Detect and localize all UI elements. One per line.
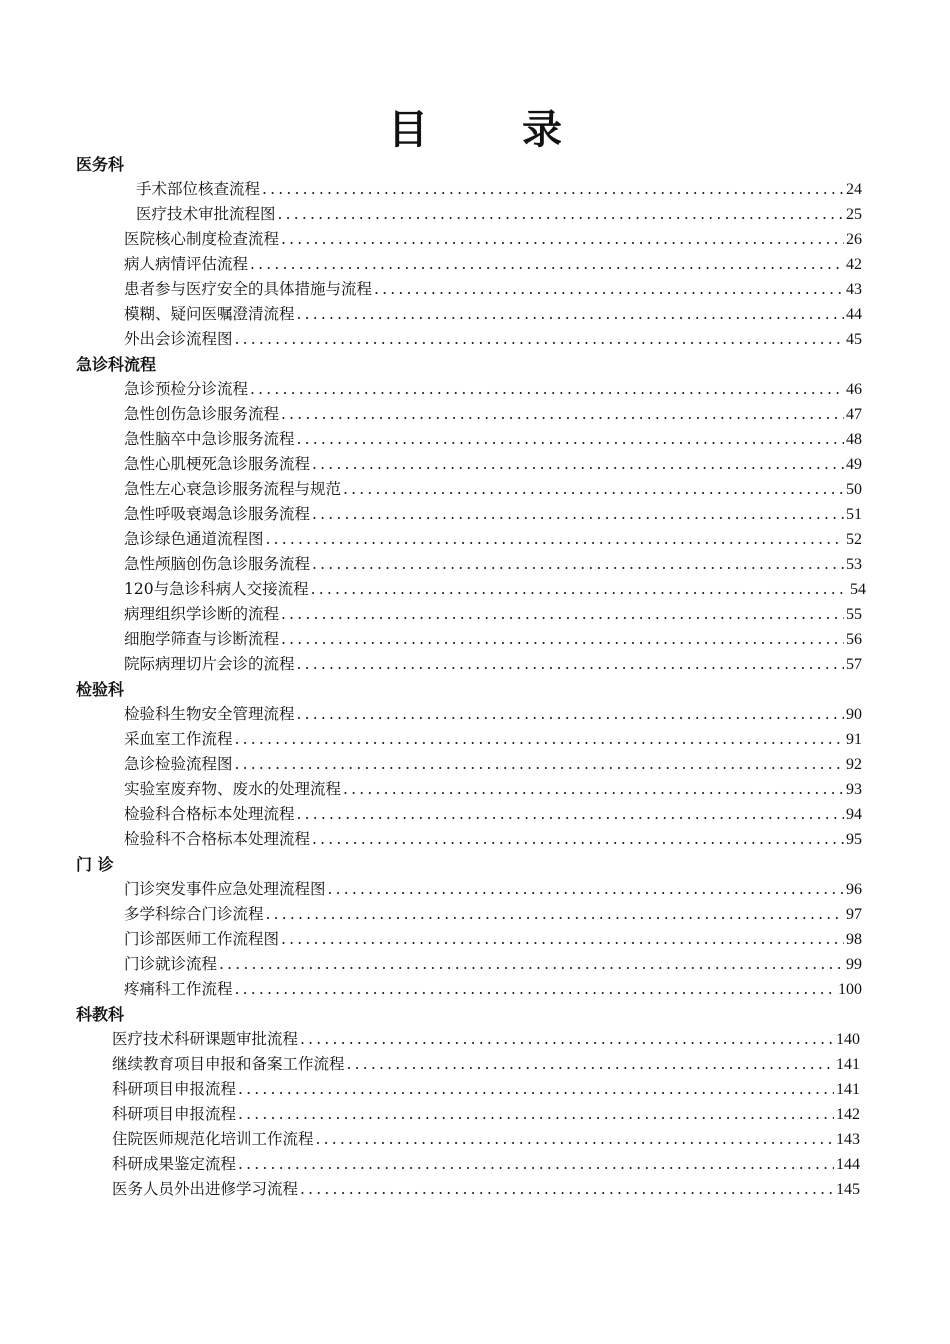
toc-page-number: 144 <box>836 1156 860 1173</box>
dot-leader <box>312 552 844 577</box>
dot-leader <box>250 252 844 277</box>
toc-entry-label: 检验科不合格标本处理流程 <box>124 830 311 848</box>
toc-entry-label: 医院核心制度检查流程 <box>124 230 280 248</box>
toc-entry[interactable] <box>0 402 862 427</box>
toc-entry[interactable] <box>0 1127 860 1152</box>
toc-page-number: 46 <box>846 381 862 398</box>
toc-entry-label: 科研项目申报流程 <box>112 1080 237 1098</box>
toc-page-number: 49 <box>846 456 862 473</box>
toc-page-number: 43 <box>846 281 862 298</box>
toc-entry[interactable] <box>0 252 862 277</box>
toc-page-number: 93 <box>846 781 862 798</box>
dot-leader <box>297 702 844 727</box>
dot-leader <box>266 902 844 927</box>
dot-leader <box>347 1052 834 1077</box>
dot-leader <box>312 452 844 477</box>
toc-entry-label: 医务人员外出进修学习流程 <box>112 1180 299 1198</box>
toc-entry-label: 急性左心衰急诊服务流程与规范 <box>124 480 342 498</box>
dot-leader <box>235 752 844 777</box>
toc-entry-label: 急性呼吸衰竭急诊服务流程 <box>124 505 311 523</box>
toc-entry[interactable] <box>0 627 862 652</box>
toc-entry-label: 手术部位核查流程 <box>136 180 261 198</box>
toc-page-number: 91 <box>846 731 862 748</box>
toc-page-number: 55 <box>846 606 862 623</box>
toc-entry-label: 急性颅脑创伤急诊服务流程 <box>124 555 311 573</box>
toc-entry[interactable] <box>0 777 862 802</box>
toc-page-number: 54 <box>850 581 866 598</box>
toc-page-number: 25 <box>846 206 862 223</box>
toc-entry[interactable] <box>0 602 862 627</box>
toc-entry[interactable] <box>0 652 862 677</box>
dot-leader <box>300 1027 834 1052</box>
toc-entry[interactable] <box>0 1102 860 1127</box>
dot-leader <box>281 927 844 952</box>
toc-entry[interactable] <box>0 1177 860 1202</box>
dot-leader <box>238 1077 834 1102</box>
table-of-contents <box>0 152 950 1202</box>
toc-entry-label: 120与急诊科病人交接流程 <box>124 580 309 598</box>
toc-entry-label: 病人病情评估流程 <box>124 255 249 273</box>
dot-leader <box>278 202 844 227</box>
toc-page-number: 45 <box>846 331 862 348</box>
section-heading: 检验科 <box>76 680 125 699</box>
toc-entry-label: 外出会诊流程图 <box>124 330 233 348</box>
toc-page-number: 94 <box>846 806 862 823</box>
dot-leader <box>235 727 844 752</box>
toc-entry[interactable] <box>0 827 862 852</box>
toc-page-number: 142 <box>836 1106 860 1123</box>
toc-entry[interactable] <box>0 177 862 202</box>
dot-leader <box>311 577 848 602</box>
toc-page-number: 141 <box>836 1056 860 1073</box>
toc-entry[interactable] <box>0 927 862 952</box>
toc-entry-label: 疼痛科工作流程 <box>124 980 233 998</box>
dot-leader <box>250 377 844 402</box>
toc-page-number: 48 <box>846 431 862 448</box>
toc-entry-label: 病理组织学诊断的流程 <box>124 605 280 623</box>
toc-page-number: 98 <box>846 931 862 948</box>
toc-entry-label: 急诊绿色通道流程图 <box>124 530 264 548</box>
toc-entry-label: 患者参与医疗安全的具体措施与流程 <box>124 280 373 298</box>
dot-leader <box>300 1177 834 1202</box>
toc-page-number: 90 <box>846 706 862 723</box>
toc-entry-label: 院际病理切片会诊的流程 <box>124 655 295 673</box>
toc-entry[interactable] <box>0 1027 860 1052</box>
toc-entry[interactable] <box>0 277 862 302</box>
toc-entry-label: 细胞学筛查与诊断流程 <box>124 630 280 648</box>
toc-page-number: 96 <box>846 881 862 898</box>
dot-leader <box>316 1127 834 1152</box>
dot-leader <box>235 327 844 352</box>
toc-page-number: 51 <box>846 506 862 523</box>
toc-entry-label: 医疗技术科研课题审批流程 <box>112 1030 299 1048</box>
toc-entry[interactable] <box>0 552 862 577</box>
dot-leader <box>312 502 844 527</box>
dot-leader <box>374 277 844 302</box>
toc-entry[interactable] <box>0 452 862 477</box>
toc-entry[interactable] <box>0 377 862 402</box>
dot-leader <box>297 802 844 827</box>
section-heading: 门 诊 <box>76 855 114 874</box>
toc-entry[interactable] <box>0 302 862 327</box>
toc-entry[interactable] <box>0 502 862 527</box>
dot-leader <box>219 952 844 977</box>
dot-leader <box>281 227 844 252</box>
section-heading: 医务科 <box>76 155 125 174</box>
dot-leader <box>262 177 844 202</box>
dot-leader <box>343 777 844 802</box>
toc-page-number: 24 <box>846 181 862 198</box>
toc-entry-label: 科研项目申报流程 <box>112 1105 237 1123</box>
toc-entry-label: 急诊检验流程图 <box>124 755 233 773</box>
toc-entry[interactable] <box>0 1152 860 1177</box>
toc-page-number: 57 <box>846 656 862 673</box>
toc-entry-label: 科研成果鉴定流程 <box>112 1155 237 1173</box>
toc-page-number: 50 <box>846 481 862 498</box>
toc-page-number: 53 <box>846 556 862 573</box>
toc-entry[interactable] <box>0 427 862 452</box>
dot-leader <box>281 402 844 427</box>
toc-page-number: 92 <box>846 756 862 773</box>
toc-entry[interactable] <box>0 327 862 352</box>
toc-entry[interactable] <box>0 1077 860 1102</box>
dot-leader <box>297 302 844 327</box>
toc-entry[interactable] <box>0 902 862 927</box>
toc-page-number: 52 <box>846 531 862 548</box>
toc-entry-label: 继续教育项目申报和备案工作流程 <box>112 1055 345 1073</box>
toc-page-number: 56 <box>846 631 862 648</box>
toc-entry-label: 实验室废弃物、废水的处理流程 <box>124 780 342 798</box>
toc-entry[interactable] <box>0 477 862 502</box>
page-title: 目 录 <box>388 107 602 153</box>
toc-entry-label: 模糊、疑问医嘱澄清流程 <box>124 305 295 323</box>
toc-entry-label: 门诊就诊流程 <box>124 955 218 973</box>
toc-entry-label: 多学科综合门诊流程 <box>124 905 264 923</box>
dot-leader <box>297 427 844 452</box>
toc-page-number: 26 <box>846 231 862 248</box>
toc-entry[interactable] <box>0 202 862 227</box>
toc-entry[interactable] <box>0 727 862 752</box>
toc-entry[interactable] <box>0 877 862 902</box>
toc-entry-label: 急性脑卒中急诊服务流程 <box>124 430 295 448</box>
dot-leader <box>343 477 844 502</box>
toc-entry-label: 住院医师规范化培训工作流程 <box>112 1130 314 1148</box>
dot-leader <box>297 652 844 677</box>
dot-leader <box>266 527 844 552</box>
section-heading: 科教科 <box>76 1005 125 1024</box>
toc-page-number: 97 <box>846 906 862 923</box>
toc-entry-label: 医疗技术审批流程图 <box>136 205 276 223</box>
toc-entry-label: 急性创伤急诊服务流程 <box>124 405 280 423</box>
section-heading: 急诊科流程 <box>76 355 157 374</box>
dot-leader <box>312 827 844 852</box>
dot-leader <box>238 1152 834 1177</box>
toc-page-number: 141 <box>836 1081 860 1098</box>
toc-entry[interactable] <box>0 802 862 827</box>
toc-page-number: 143 <box>836 1131 860 1148</box>
toc-entry-label: 检验科合格标本处理流程 <box>124 805 295 823</box>
toc-entry-label: 采血室工作流程 <box>124 730 233 748</box>
toc-entry[interactable] <box>0 527 862 552</box>
toc-entry[interactable] <box>0 577 866 602</box>
toc-entry[interactable] <box>0 1052 860 1077</box>
toc-page-number: 95 <box>846 831 862 848</box>
toc-entry[interactable] <box>0 952 862 977</box>
toc-page-number: 100 <box>838 981 862 998</box>
toc-entry-label: 检验科生物安全管理流程 <box>124 705 295 723</box>
toc-page-number: 99 <box>846 956 862 973</box>
dot-leader <box>235 977 836 1002</box>
dot-leader <box>281 602 844 627</box>
toc-page-number: 47 <box>846 406 862 423</box>
toc-entry[interactable] <box>0 227 862 252</box>
dot-leader <box>238 1102 834 1127</box>
toc-entry[interactable] <box>0 977 862 1002</box>
toc-page-number: 42 <box>846 256 862 273</box>
toc-entry-label: 急诊预检分诊流程 <box>124 380 249 398</box>
toc-entry[interactable] <box>0 752 862 777</box>
toc-page-number: 145 <box>836 1181 860 1198</box>
toc-entry-label: 门诊突发事件应急处理流程图 <box>124 880 326 898</box>
toc-page-number: 140 <box>836 1031 860 1048</box>
toc-entry-label: 急性心肌梗死急诊服务流程 <box>124 455 311 473</box>
dot-leader <box>328 877 844 902</box>
toc-entry[interactable] <box>0 702 862 727</box>
dot-leader <box>281 627 844 652</box>
toc-entry-label: 门诊部医师工作流程图 <box>124 930 280 948</box>
toc-page-number: 44 <box>846 306 862 323</box>
